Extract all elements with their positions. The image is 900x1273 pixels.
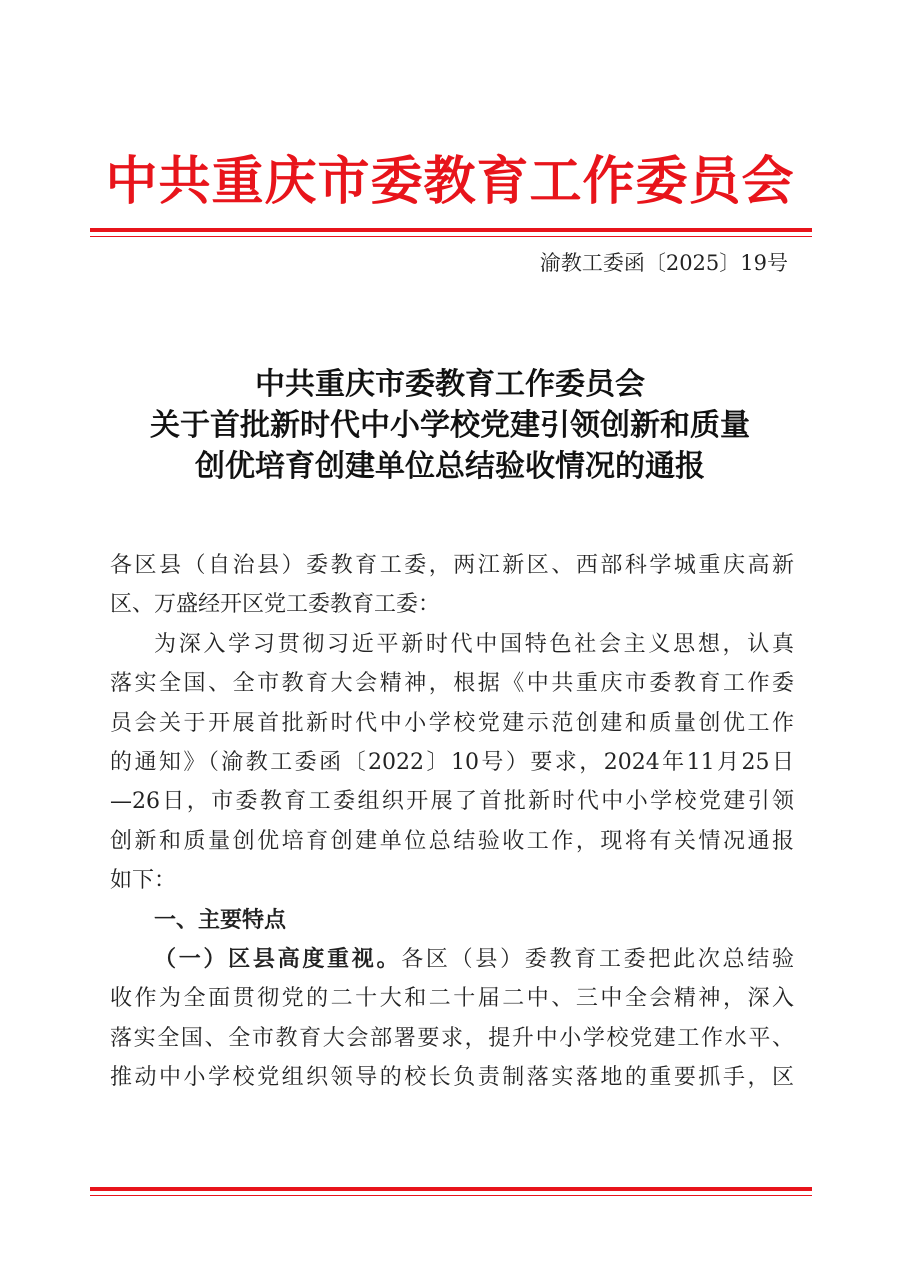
intro-line: 的通知》（渝教工委函〔2022〕10号）要求，2024年11月25日 bbox=[110, 749, 794, 775]
header-red-rule-thin bbox=[90, 236, 812, 237]
footer-red-rule-thick bbox=[90, 1187, 812, 1191]
footer-red-rule-thin bbox=[90, 1195, 812, 1196]
subsection-line: 落实全国、全市教育大会部署要求，提升中小学校党建工作水平、 bbox=[110, 1025, 794, 1051]
issuing-organization-header: 中共重庆市委教育工作委员会 bbox=[105, 151, 795, 212]
subsection-line: 收作为全面贯彻党的二十大和二十届二中、三中全会精神，深入 bbox=[110, 986, 794, 1012]
title-line: 创优培育创建单位总结验收情况的通报 bbox=[195, 449, 705, 484]
document-number: 渝教工委函〔2025〕19号 bbox=[539, 251, 788, 275]
subsection-text: 各区（县）委教育工委把此次总结验 bbox=[401, 946, 794, 972]
title-line: 关于首批新时代中小学校党建引领创新和质量 bbox=[150, 408, 750, 443]
addressee-line: 各区县（自治县）委教育工委，两江新区、西部科学城重庆高新 bbox=[110, 553, 794, 578]
subsection-heading: （一）区县高度重视。 bbox=[154, 946, 402, 972]
intro-line: 为深入学习贯彻习近平新时代中国特色社会主义思想，认真 bbox=[154, 631, 794, 657]
subsection-line: 推动中小学校党组织领导的校长负责制落实落地的重要抓手，区 bbox=[110, 1065, 794, 1091]
header-red-rule-thick bbox=[90, 228, 812, 232]
addressee-line: 区、万盛经开区党工委教育工委： bbox=[110, 592, 441, 618]
subsection-line bbox=[110, 940, 794, 979]
intro-line: —26日，市委教育工委组织开展了首批新时代中小学校党建引领 bbox=[110, 789, 794, 815]
document-title bbox=[0, 364, 900, 487]
title-line: 中共重庆市委教育工作委员会 bbox=[255, 367, 645, 402]
section-heading: 一、主要特点 bbox=[154, 907, 287, 933]
intro-line: 创新和质量创优培育创建单位总结验收工作，现将有关情况通报 bbox=[110, 828, 794, 854]
intro-line: 如下： bbox=[110, 868, 177, 894]
document-body bbox=[110, 546, 794, 1097]
intro-line: 落实全国、全市教育大会精神，根据《中共重庆市委教育工作委 bbox=[110, 671, 794, 697]
intro-line: 员会关于开展首批新时代中小学校党建示范创建和质量创优工作 bbox=[110, 710, 794, 736]
